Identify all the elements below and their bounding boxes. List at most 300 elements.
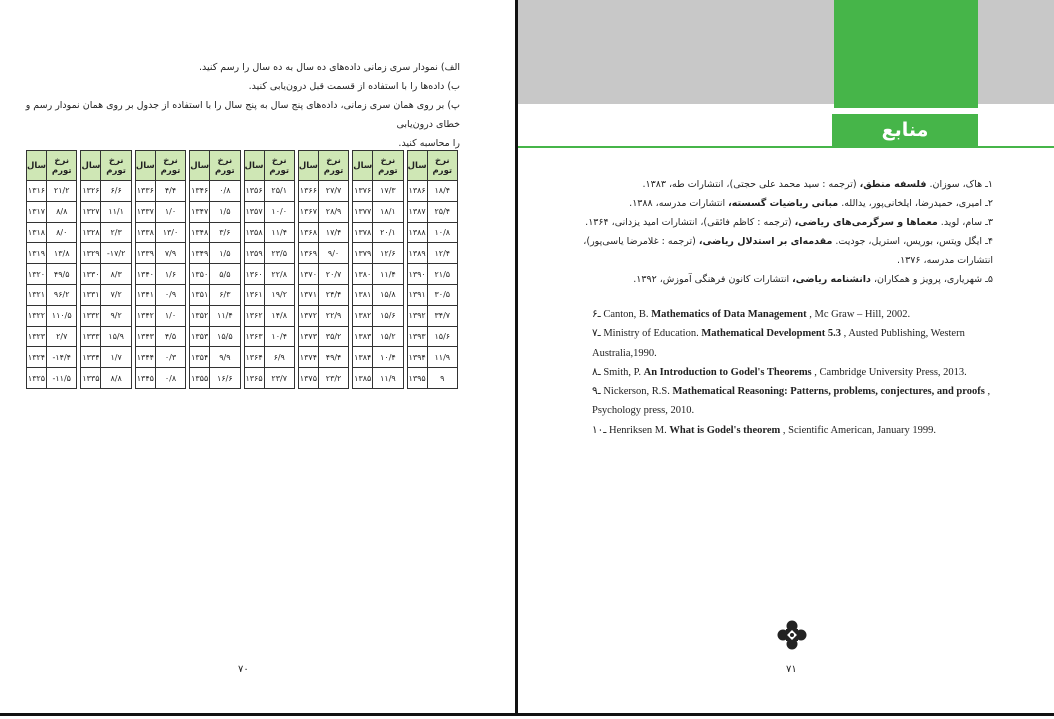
table-spacer bbox=[240, 347, 244, 368]
table-spacer bbox=[403, 284, 407, 305]
year-cell: ۱۳۹۱ bbox=[407, 284, 427, 305]
rate-cell: ۸/۸ bbox=[46, 201, 77, 222]
year-cell: ۱۳۶۵ bbox=[244, 368, 264, 389]
rate-cell: ۱۱/۴ bbox=[264, 222, 294, 243]
year-cell: ۱۳۷۹ bbox=[353, 243, 373, 264]
rate-cell: ۱/۰ bbox=[155, 201, 185, 222]
rate-cell: ۲۲/۸ bbox=[264, 264, 294, 285]
reference-publisher: , Psychology press, 2010. bbox=[592, 386, 991, 417]
table-row bbox=[27, 181, 458, 202]
year-cell: ۱۳۴۹ bbox=[190, 243, 210, 264]
year-cell: ۱۳۷۸ bbox=[353, 222, 373, 243]
year-cell: ۱۳۳۵ bbox=[81, 368, 101, 389]
english-references bbox=[592, 305, 1012, 440]
table-spacer bbox=[131, 368, 135, 389]
table-spacer bbox=[77, 243, 81, 264]
rate-cell: ۱۵/۸ bbox=[373, 284, 403, 305]
rate-cell: ۱۸/۴ bbox=[427, 181, 457, 202]
exercise-line: پ) بر روی همان سری زمانی، داده‌های پنج سال به پنج سال را با استفاده از جدول بر روی همان نمودار رسم و خطای درون‌یابی bbox=[25, 100, 460, 130]
year-cell: ۱۳۶۴ bbox=[244, 347, 264, 368]
reference-publisher: , Austed Publishing, Western Australia,1990. bbox=[592, 328, 965, 359]
table-spacer bbox=[403, 243, 407, 264]
table-row bbox=[27, 305, 458, 326]
rate-cell: ۲۵/۱ bbox=[264, 181, 294, 202]
year-cell: ۱۳۵۵ bbox=[190, 368, 210, 389]
header-rate: نرخ تورم bbox=[264, 151, 294, 181]
table-spacer bbox=[131, 305, 135, 326]
rate-cell: ۳/۶ bbox=[210, 222, 240, 243]
year-cell: ۱۳۶۱ bbox=[244, 284, 264, 305]
table-spacer bbox=[294, 181, 298, 202]
header-year: سال bbox=[353, 151, 373, 181]
reference-number: ۱ـ bbox=[982, 179, 993, 190]
reference-title: فلسفه منطق، bbox=[859, 179, 927, 190]
rate-cell: ۱۰/۸ bbox=[427, 222, 457, 243]
year-cell: ۱۳۷۱ bbox=[298, 284, 318, 305]
year-cell: ۱۳۴۸ bbox=[190, 222, 210, 243]
rate-cell: ۲۳/۵ bbox=[264, 243, 294, 264]
table-spacer bbox=[294, 368, 298, 389]
table-spacer bbox=[349, 243, 353, 264]
rate-cell: ۸/۸ bbox=[101, 368, 131, 389]
header-year: سال bbox=[135, 151, 155, 181]
reference-title: What is Godel's theorem bbox=[669, 424, 781, 436]
table-spacer bbox=[294, 284, 298, 305]
table-spacer bbox=[186, 326, 190, 347]
year-cell: ۱۳۸۷ bbox=[407, 201, 427, 222]
year-cell: ۱۳۶۷ bbox=[298, 201, 318, 222]
year-cell: ۱۳۹۵ bbox=[407, 368, 427, 389]
rate-cell: ۶/۳ bbox=[210, 284, 240, 305]
table-spacer bbox=[186, 264, 190, 285]
table-row bbox=[27, 201, 458, 222]
reference-author: Canton, B. bbox=[603, 309, 652, 320]
table-spacer bbox=[186, 151, 190, 181]
reference-item bbox=[575, 232, 993, 270]
table-row bbox=[27, 222, 458, 243]
year-cell: ۱۳۲۲ bbox=[27, 305, 47, 326]
year-cell: ۱۳۴۷ bbox=[190, 201, 210, 222]
table-spacer bbox=[294, 201, 298, 222]
year-cell: ۱۳۲۵ bbox=[27, 368, 47, 389]
year-cell: ۱۳۹۴ bbox=[407, 347, 427, 368]
year-cell: ۱۳۱۹ bbox=[27, 243, 47, 264]
reference-number: ۶ـ bbox=[592, 309, 604, 320]
year-cell: ۱۳۳۷ bbox=[135, 201, 155, 222]
table-body bbox=[27, 181, 458, 389]
rate-cell: ۱۳/۰ bbox=[155, 222, 185, 243]
table-row bbox=[27, 347, 458, 368]
table-row bbox=[27, 326, 458, 347]
table-spacer bbox=[349, 326, 353, 347]
table-spacer bbox=[240, 222, 244, 243]
rate-cell: ۲۲/۹ bbox=[318, 305, 348, 326]
table-spacer bbox=[240, 181, 244, 202]
rate-cell: ۱۶/۶ bbox=[210, 368, 240, 389]
table-spacer bbox=[294, 326, 298, 347]
table-spacer bbox=[240, 201, 244, 222]
year-cell: ۱۳۵۸ bbox=[244, 222, 264, 243]
reference-item bbox=[575, 270, 993, 289]
year-cell: ۱۳۳۳ bbox=[81, 326, 101, 347]
year-cell: ۱۳۵۶ bbox=[244, 181, 264, 202]
table-spacer bbox=[403, 368, 407, 389]
rate-cell: ۲۳/۷ bbox=[264, 368, 294, 389]
reference-publisher: انتشارات کانون فرهنگی آموزش، ۱۳۹۲. bbox=[633, 274, 793, 285]
rate-cell: ۱۷/۳ bbox=[373, 181, 403, 202]
table-spacer bbox=[77, 368, 81, 389]
table-spacer bbox=[349, 284, 353, 305]
reference-author: شهریاری، پرویز و همکاران، bbox=[870, 274, 983, 285]
reference-publisher: (ترجمه : کاظم فائقی)، انتشارات امید یزدانی، ۱۳۶۴. bbox=[585, 217, 795, 228]
rate-cell: ۹/۲ bbox=[101, 305, 131, 326]
header-green-block bbox=[834, 0, 978, 108]
table-spacer bbox=[240, 264, 244, 285]
table-header-row bbox=[27, 151, 458, 181]
rate-cell: ۲۱/۲ bbox=[46, 181, 77, 202]
page-number-left: ۷۰ bbox=[238, 664, 249, 675]
year-cell: ۱۳۷۲ bbox=[298, 305, 318, 326]
year-cell: ۱۳۳۱ bbox=[81, 284, 101, 305]
table-spacer bbox=[131, 347, 135, 368]
reference-item bbox=[592, 363, 1012, 382]
rate-cell: ۰/۹ bbox=[155, 284, 185, 305]
section-title: منابع bbox=[832, 114, 978, 146]
year-cell: ۱۳۹۰ bbox=[407, 264, 427, 285]
rate-cell: ۲/۷ bbox=[46, 326, 77, 347]
table-spacer bbox=[403, 181, 407, 202]
year-cell: ۱۳۷۷ bbox=[353, 201, 373, 222]
table-spacer bbox=[294, 305, 298, 326]
year-cell: ۱۳۳۰ bbox=[81, 264, 101, 285]
table-spacer bbox=[186, 222, 190, 243]
year-cell: ۱۳۷۳ bbox=[298, 326, 318, 347]
table-spacer bbox=[77, 222, 81, 243]
rate-cell: ۱۷/۴ bbox=[318, 222, 348, 243]
header-year: سال bbox=[27, 151, 47, 181]
rate-cell: ۱۰/۰ bbox=[264, 201, 294, 222]
reference-publisher: , Mc Graw – Hill, 2002. bbox=[806, 309, 911, 320]
header-year: سال bbox=[81, 151, 101, 181]
year-cell: ۱۳۵۰ bbox=[190, 264, 210, 285]
rate-cell: ۱۹/۲ bbox=[264, 284, 294, 305]
reference-author: Nickerson, R.S. bbox=[603, 386, 673, 398]
year-cell: ۱۳۶۸ bbox=[298, 222, 318, 243]
rate-cell: ۷/۹ bbox=[155, 243, 185, 264]
rate-cell: ۲۴/۴ bbox=[318, 284, 348, 305]
reference-item bbox=[575, 194, 993, 213]
table-spacer bbox=[403, 347, 407, 368]
year-cell: ۱۳۵۴ bbox=[190, 347, 210, 368]
table-spacer bbox=[77, 264, 81, 285]
reference-author: Smith, P. bbox=[603, 366, 644, 378]
year-cell: ۱۳۱۶ bbox=[27, 181, 47, 202]
year-cell: ۱۳۳۸ bbox=[135, 222, 155, 243]
rate-cell: ۹/۹ bbox=[210, 347, 240, 368]
table-spacer bbox=[349, 347, 353, 368]
rate-cell: ۱/۵ bbox=[210, 201, 240, 222]
year-cell: ۱۳۱۸ bbox=[27, 222, 47, 243]
reference-publisher: , Cambridge University Press, 2013. bbox=[811, 366, 967, 378]
table-spacer bbox=[186, 305, 190, 326]
table-spacer bbox=[403, 201, 407, 222]
rate-cell: ۱۰/۴ bbox=[373, 347, 403, 368]
year-cell: ۱۳۸۴ bbox=[353, 347, 373, 368]
year-cell: ۱۳۶۰ bbox=[244, 264, 264, 285]
rate-cell: ۴۹/۴ bbox=[318, 347, 348, 368]
rate-cell: ۱۱/۹ bbox=[373, 368, 403, 389]
reference-title: Mathematical Reasoning: Patterns, problems, conjectures, and proofs bbox=[672, 386, 985, 398]
rate-cell: ۱۴/۴- bbox=[46, 347, 77, 368]
persian-references bbox=[575, 175, 993, 289]
rate-cell: ۲۸/۹ bbox=[318, 201, 348, 222]
rate-cell: ۶/۹ bbox=[264, 347, 294, 368]
table-spacer bbox=[186, 243, 190, 264]
year-cell: ۱۳۴۲ bbox=[135, 305, 155, 326]
rate-cell: ۲۱/۵ bbox=[427, 264, 457, 285]
rate-cell: ۱۳/۸ bbox=[46, 243, 77, 264]
rate-cell: ۱/۵ bbox=[210, 243, 240, 264]
year-cell: ۱۳۲۸ bbox=[81, 222, 101, 243]
rate-cell: ۱۱/۵- bbox=[46, 368, 77, 389]
reference-author: Henriksen M. bbox=[608, 424, 670, 436]
reference-number: ۴ـ bbox=[982, 236, 993, 247]
table-spacer bbox=[131, 243, 135, 264]
year-cell: ۱۳۸۰ bbox=[353, 264, 373, 285]
table-spacer bbox=[131, 326, 135, 347]
inflation-table bbox=[26, 150, 458, 389]
year-cell: ۱۳۴۶ bbox=[190, 181, 210, 202]
rate-cell: ۱۵/۵ bbox=[210, 326, 240, 347]
reference-publisher: (ترجمه : غلامرضا یاسی‌پور)، انتشارات مدرسه، ۱۳۷۶. bbox=[583, 236, 993, 266]
year-cell: ۱۳۵۲ bbox=[190, 305, 210, 326]
year-cell: ۱۳۲۴ bbox=[27, 347, 47, 368]
year-cell: ۱۳۵۷ bbox=[244, 201, 264, 222]
header-rate: نرخ تورم bbox=[373, 151, 403, 181]
year-cell: ۱۳۸۱ bbox=[353, 284, 373, 305]
reference-author: هاک، سوزان. bbox=[926, 179, 983, 190]
year-cell: ۱۳۴۵ bbox=[135, 368, 155, 389]
rate-cell: ۲۷/۷ bbox=[318, 181, 348, 202]
rate-cell: ۱/۶ bbox=[155, 264, 185, 285]
reference-title: An Introduction to Godel's Theorems bbox=[643, 366, 812, 378]
year-cell: ۱۳۸۹ bbox=[407, 243, 427, 264]
year-cell: ۱۳۴۱ bbox=[135, 284, 155, 305]
reference-publisher: (ترجمه : سید محمد علی حجتی)، انتشارات طه، ۱۳۸۳. bbox=[642, 179, 860, 190]
table-spacer bbox=[131, 181, 135, 202]
table-spacer bbox=[349, 222, 353, 243]
reference-number: ۹ـ bbox=[592, 386, 604, 398]
table-spacer bbox=[77, 305, 81, 326]
year-cell: ۱۳۲۳ bbox=[27, 326, 47, 347]
year-cell: ۱۳۴۰ bbox=[135, 264, 155, 285]
year-cell: ۱۳۸۳ bbox=[353, 326, 373, 347]
rate-cell: ۴/۴ bbox=[155, 181, 185, 202]
rate-cell: ۱۵/۶ bbox=[427, 326, 457, 347]
rate-cell: ۵/۵ bbox=[210, 264, 240, 285]
table-spacer bbox=[131, 151, 135, 181]
year-cell: ۱۳۶۶ bbox=[298, 181, 318, 202]
rate-cell: ۰/۸ bbox=[210, 181, 240, 202]
rate-cell: ۴۹/۵ bbox=[46, 264, 77, 285]
year-cell: ۱۳۴۴ bbox=[135, 347, 155, 368]
reference-item bbox=[592, 324, 1012, 363]
rate-cell: ۱۷/۲- bbox=[101, 243, 131, 264]
table-row bbox=[27, 284, 458, 305]
table-spacer bbox=[403, 326, 407, 347]
header-year: سال bbox=[298, 151, 318, 181]
reference-item bbox=[592, 382, 1012, 421]
year-cell: ۱۳۸۲ bbox=[353, 305, 373, 326]
table-spacer bbox=[186, 368, 190, 389]
table-spacer bbox=[294, 347, 298, 368]
year-cell: ۱۳۳۹ bbox=[135, 243, 155, 264]
reference-title: Mathematics of Data Management bbox=[651, 309, 807, 320]
rate-cell: ۲۰/۷ bbox=[318, 264, 348, 285]
year-cell: ۱۳۲۹ bbox=[81, 243, 101, 264]
rate-cell: ۹ bbox=[427, 368, 457, 389]
table-spacer bbox=[294, 151, 298, 181]
year-cell: ۱۳۶۲ bbox=[244, 305, 264, 326]
table-spacer bbox=[77, 284, 81, 305]
rate-cell: ۷/۲ bbox=[101, 284, 131, 305]
table-spacer bbox=[77, 151, 81, 181]
rate-cell: ۳۵/۲ bbox=[318, 326, 348, 347]
header-rate: نرخ تورم bbox=[318, 151, 348, 181]
reference-title: مقدمه‌ای بر استدلال ریاضی، bbox=[698, 236, 833, 247]
reference-number: ۳ـ bbox=[982, 217, 993, 228]
header-rate: نرخ تورم bbox=[101, 151, 131, 181]
rate-cell: ۲۵/۴ bbox=[427, 201, 457, 222]
rate-cell: ۲۳/۲ bbox=[318, 368, 348, 389]
table-spacer bbox=[349, 305, 353, 326]
reference-title: مبانی ریاضیات گسسته، bbox=[728, 198, 839, 209]
left-page bbox=[0, 0, 515, 719]
table-spacer bbox=[240, 326, 244, 347]
table-spacer bbox=[186, 181, 190, 202]
rate-cell: ۱۴/۸ bbox=[264, 305, 294, 326]
year-cell: ۱۳۹۲ bbox=[407, 305, 427, 326]
year-cell: ۱۳۹۳ bbox=[407, 326, 427, 347]
table-spacer bbox=[77, 347, 81, 368]
table-spacer bbox=[77, 326, 81, 347]
year-cell: ۱۳۲۱ bbox=[27, 284, 47, 305]
reference-number: ۱۰ـ bbox=[592, 424, 609, 436]
year-cell: ۱۳۱۷ bbox=[27, 201, 47, 222]
table-spacer bbox=[186, 284, 190, 305]
header-rate: نرخ تورم bbox=[427, 151, 457, 181]
year-cell: ۱۳۲۰ bbox=[27, 264, 47, 285]
rate-cell: ۱/۷ bbox=[101, 347, 131, 368]
exercise-line: را محاسبه کنید. bbox=[398, 138, 460, 149]
table-spacer bbox=[240, 243, 244, 264]
reference-number: ۸ـ bbox=[592, 366, 604, 378]
table-spacer bbox=[186, 201, 190, 222]
rate-cell: ۸/۰ bbox=[46, 222, 77, 243]
table-spacer bbox=[240, 305, 244, 326]
rate-cell: ۰/۳ bbox=[155, 347, 185, 368]
table-spacer bbox=[131, 201, 135, 222]
table-spacer bbox=[186, 347, 190, 368]
year-cell: ۱۳۶۳ bbox=[244, 326, 264, 347]
year-cell: ۱۳۸۵ bbox=[353, 368, 373, 389]
year-cell: ۱۳۳۶ bbox=[135, 181, 155, 202]
table-spacer bbox=[240, 151, 244, 181]
reference-number: ۵ـ bbox=[982, 274, 993, 285]
exercise-text bbox=[20, 58, 460, 153]
rate-cell: ۱۵/۲ bbox=[373, 326, 403, 347]
reference-number: ۷ـ bbox=[592, 328, 604, 340]
rate-cell: ۶/۶ bbox=[101, 181, 131, 202]
year-cell: ۱۳۲۶ bbox=[81, 181, 101, 202]
table-spacer bbox=[294, 264, 298, 285]
rate-cell: ۱۱۰/۵ bbox=[46, 305, 77, 326]
rate-cell: ۱۲/۶ bbox=[373, 243, 403, 264]
table-spacer bbox=[349, 181, 353, 202]
year-cell: ۱۳۵۹ bbox=[244, 243, 264, 264]
reference-item bbox=[575, 175, 993, 194]
year-cell: ۱۳۲۷ bbox=[81, 201, 101, 222]
year-cell: ۱۳۳۲ bbox=[81, 305, 101, 326]
rate-cell: ۰/۸ bbox=[155, 368, 185, 389]
table-spacer bbox=[294, 222, 298, 243]
reference-title: معماها و سرگرمی‌های ریاضی، bbox=[794, 217, 938, 228]
table-spacer bbox=[403, 151, 407, 181]
year-cell: ۱۳۴۳ bbox=[135, 326, 155, 347]
year-cell: ۱۳۷۵ bbox=[298, 368, 318, 389]
table-spacer bbox=[131, 264, 135, 285]
table-spacer bbox=[349, 368, 353, 389]
rate-cell: ۳۴/۷ bbox=[427, 305, 457, 326]
year-cell: ۱۳۸۶ bbox=[407, 181, 427, 202]
table-row bbox=[27, 264, 458, 285]
rate-cell: ۱۵/۶ bbox=[373, 305, 403, 326]
reference-author: ایگل ویتس، بوریس، استریل، جودیت. bbox=[832, 236, 983, 247]
rate-cell: ۱۱/۴ bbox=[373, 264, 403, 285]
header-rate: نرخ تورم bbox=[155, 151, 185, 181]
reference-item bbox=[592, 305, 1012, 324]
rate-cell: ۳۰/۵ bbox=[427, 284, 457, 305]
table-spacer bbox=[403, 222, 407, 243]
table-spacer bbox=[77, 181, 81, 202]
year-cell: ۱۳۵۱ bbox=[190, 284, 210, 305]
year-cell: ۱۳۷۶ bbox=[353, 181, 373, 202]
reference-author: Ministry of Education. bbox=[603, 328, 702, 340]
rate-cell: ۹/۰ bbox=[318, 243, 348, 264]
table-spacer bbox=[240, 368, 244, 389]
table-row bbox=[27, 243, 458, 264]
reference-author: امیری، حمیدرضا، ایلخانی‌پور، یدالله. bbox=[838, 198, 983, 209]
header-year: سال bbox=[244, 151, 264, 181]
rate-cell: ۱۵/۹ bbox=[101, 326, 131, 347]
exercise-line: ب) داده‌ها را با استفاده از قسمت قبل درون‌یابی کنید. bbox=[248, 81, 460, 92]
publisher-logo-icon bbox=[777, 620, 807, 650]
table-spacer bbox=[77, 201, 81, 222]
year-cell: ۱۳۵۳ bbox=[190, 326, 210, 347]
reference-title: Mathematical Development 5.3 bbox=[701, 328, 842, 340]
rate-cell: ۱۸/۱ bbox=[373, 201, 403, 222]
table-spacer bbox=[349, 201, 353, 222]
reference-item bbox=[592, 421, 1012, 440]
rate-cell: ۹۶/۲ bbox=[46, 284, 77, 305]
exercise-line: الف) نمودار سری زمانی داده‌های ده سال به ده سال را رسم کنید. bbox=[198, 62, 460, 73]
rate-cell: ۱۲/۴ bbox=[427, 243, 457, 264]
year-cell: ۱۳۸۸ bbox=[407, 222, 427, 243]
reference-author: سام، لوید. bbox=[937, 217, 983, 228]
year-cell: ۱۳۷۴ bbox=[298, 347, 318, 368]
reference-item bbox=[575, 213, 993, 232]
table-spacer bbox=[349, 151, 353, 181]
